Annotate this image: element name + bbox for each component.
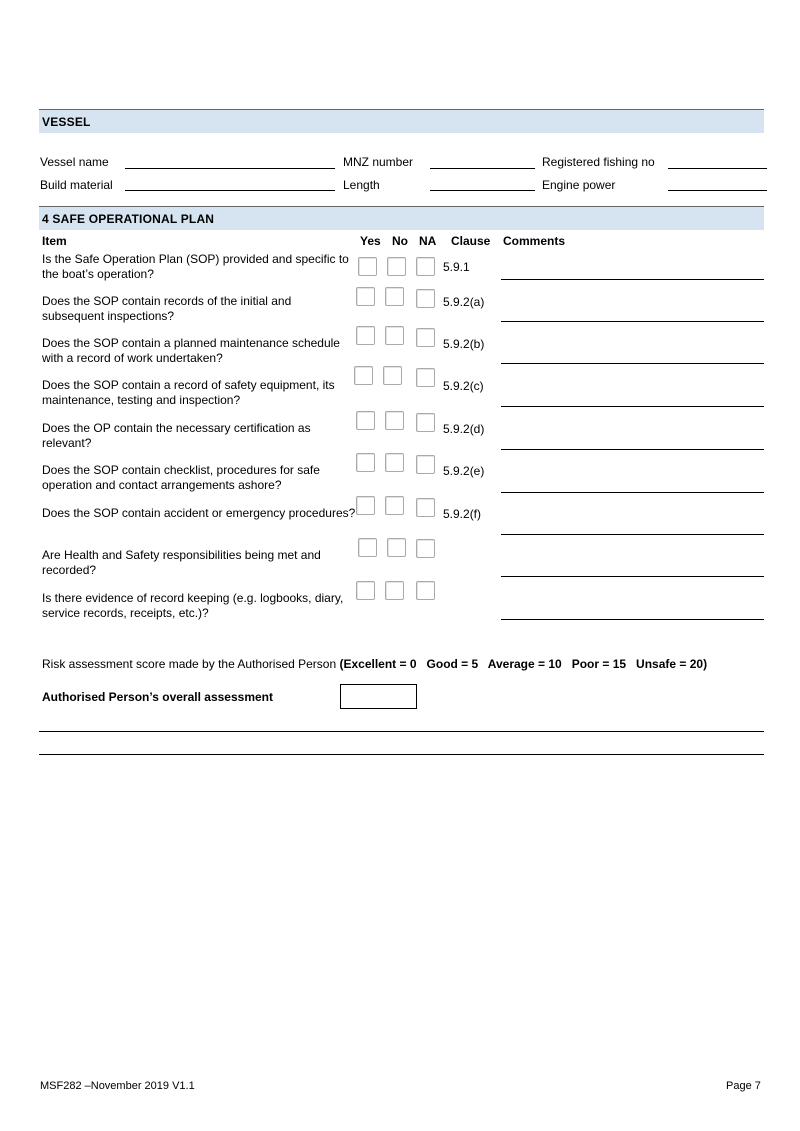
mnz-number-label: MNZ number [343,155,414,169]
yes-checkbox[interactable] [356,581,375,600]
sop-question: Does the SOP contain a planned maintenance schedule with a record of work undertaken? [42,336,340,365]
overall-assessment-label: Authorised Person’s overall assessment [42,690,273,704]
sop-question: Does the SOP contain checklist, procedures for safe operation and contact arrangements ashore? [42,463,320,492]
sop-clause: 5.9.2(d) [443,422,485,436]
yes-checkbox[interactable] [358,257,377,276]
na-checkbox[interactable] [416,413,435,432]
comments-field[interactable] [501,619,764,620]
na-checkbox[interactable] [416,581,435,600]
footer-document-id: MSF282 –November 2019 V1.1 [40,1080,195,1092]
column-header-clause: Clause [451,234,491,248]
column-header-no: No [392,234,408,248]
sop-question: Does the SOP contain a record of safety equipment, its maintenance, testing and inspection? [42,378,335,407]
no-checkbox[interactable] [385,581,404,600]
notes-line[interactable] [39,731,764,732]
no-checkbox[interactable] [387,538,406,557]
notes-line[interactable] [39,754,764,755]
sop-header-title: 4 SAFE OPERATIONAL PLAN [42,212,215,226]
no-checkbox[interactable] [385,287,404,306]
yes-checkbox[interactable] [356,287,375,306]
engine-power-field[interactable] [668,190,767,191]
yes-checkbox[interactable] [356,411,375,430]
yes-checkbox[interactable] [356,326,375,345]
na-checkbox[interactable] [416,539,435,558]
na-checkbox[interactable] [416,498,435,517]
vessel-name-field[interactable] [125,168,335,169]
comments-field[interactable] [501,576,764,577]
no-checkbox[interactable] [385,411,404,430]
sop-clause: 5.9.1 [443,260,470,274]
comments-field[interactable] [501,406,764,407]
yes-checkbox[interactable] [358,538,377,557]
no-checkbox[interactable] [383,366,402,385]
sop-clause: 5.9.2(e) [443,464,485,478]
na-checkbox[interactable] [416,368,435,387]
sop-section-header [39,206,764,230]
no-checkbox[interactable] [385,326,404,345]
vessel-header-title: VESSEL [42,115,91,129]
comments-field[interactable] [501,363,764,364]
sop-row [0,591,800,633]
column-header-yes: Yes [360,234,381,248]
sop-question: Does the SOP contain accident or emergency procedures? [42,506,356,520]
column-header-comments: Comments [503,234,566,248]
na-checkbox[interactable] [416,257,435,276]
footer-page-number: Page 7 [726,1080,761,1092]
length-label: Length [343,178,380,192]
sop-question: Are Health and Safety responsibilities being met and recorded? [42,548,321,577]
registered-fishing-no-label: Registered fishing no [542,155,655,169]
column-header-item: Item [42,234,67,248]
na-checkbox[interactable] [416,455,435,474]
vessel-name-label: Vessel name [40,155,109,169]
yes-checkbox[interactable] [356,496,375,515]
na-checkbox[interactable] [416,328,435,347]
vessel-section-header [39,109,764,133]
comments-field[interactable] [501,534,764,535]
length-field[interactable] [430,190,535,191]
risk-assessment-line [42,657,707,671]
comments-field[interactable] [501,492,764,493]
sop-question: Is there evidence of record keeping (e.g. logbooks, diary, service records, receipts, etc.)? [42,591,344,620]
risk-score-scale: (Excellent = 0 Good = 5 Average = 10 Poor = 15 Unsafe = 20) [339,657,708,671]
build-material-label: Build material [40,178,113,192]
na-checkbox[interactable] [416,289,435,308]
no-checkbox[interactable] [385,453,404,472]
sop-question: Does the SOP contain records of the initial and subsequent inspections? [42,294,292,323]
yes-checkbox[interactable] [354,366,373,385]
build-material-field[interactable] [125,190,335,191]
no-checkbox[interactable] [387,257,406,276]
comments-field[interactable] [501,321,764,322]
sop-question: Does the OP contain the necessary certification as relevant? [42,421,311,450]
sop-clause: 5.9.2(f) [443,507,482,521]
comments-field[interactable] [501,279,764,280]
registered-fishing-no-field[interactable] [668,168,767,169]
mnz-number-field[interactable] [430,168,535,169]
engine-power-label: Engine power [542,178,616,192]
comments-field[interactable] [501,449,764,450]
sop-clause: 5.9.2(c) [443,379,484,393]
yes-checkbox[interactable] [356,453,375,472]
overall-assessment-box[interactable] [340,684,417,709]
sop-clause: 5.9.2(b) [443,337,485,351]
sop-question: Is the Safe Operation Plan (SOP) provided and specific to the boat’s operation? [42,252,349,281]
risk-assessment-label: Risk assessment score made by the Authorised Person [42,657,337,671]
no-checkbox[interactable] [385,496,404,515]
sop-clause: 5.9.2(a) [443,295,485,309]
column-header-na: NA [419,234,437,248]
